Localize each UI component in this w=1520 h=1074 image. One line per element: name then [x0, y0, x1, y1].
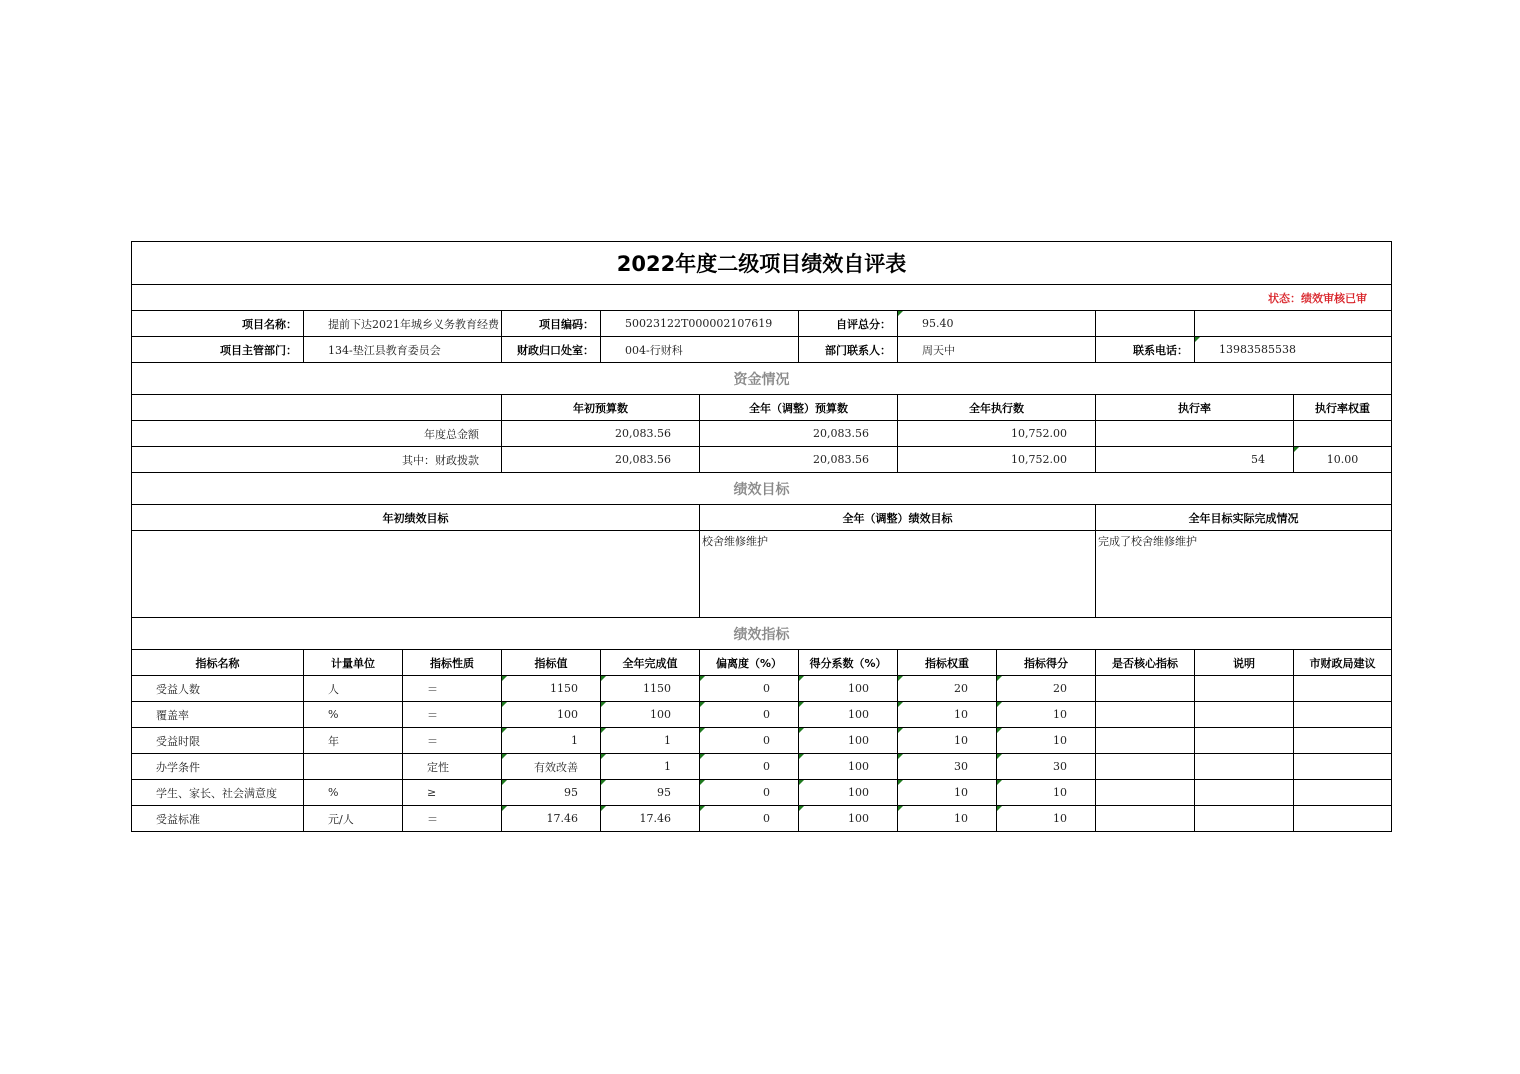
indicator-done: 17.46 [601, 806, 700, 832]
indicator-core [1096, 780, 1195, 806]
indicator-done: 1 [601, 728, 700, 754]
indicator-core [1096, 806, 1195, 832]
indicator-score: 10 [997, 702, 1096, 728]
indicator-name: 受益时限 [132, 728, 304, 754]
goals-header: 全年（调整）绩效目标 [700, 505, 1096, 531]
indicator-header: 说明 [1195, 650, 1294, 676]
indicator-deviation: 0 [700, 806, 799, 832]
indicator-core [1096, 754, 1195, 780]
score-value: 95.40 [898, 311, 1096, 337]
table-row [132, 702, 1392, 728]
funds-header: 执行率 [1096, 395, 1294, 421]
empty-cell [1195, 311, 1392, 337]
indicator-header: 指标权重 [898, 650, 997, 676]
table-row [132, 806, 1392, 832]
table-row [132, 728, 1392, 754]
funds-header: 全年执行数 [898, 395, 1096, 421]
status-badge: 状态：绩效审核已审 [132, 285, 1392, 311]
indicator-weight: 30 [898, 754, 997, 780]
table-row [132, 780, 1392, 806]
dept-label: 项目主管部门： [132, 337, 304, 363]
indicator-name: 受益标准 [132, 806, 304, 832]
funds-row-label: 年度总金额 [132, 421, 502, 447]
project-name-value: 提前下达2021年城乡义务教育经费 [304, 311, 502, 337]
indicator-core [1096, 676, 1195, 702]
project-name-label: 项目名称： [132, 311, 304, 337]
indicator-header: 是否核心指标 [1096, 650, 1195, 676]
indicator-header: 指标性质 [403, 650, 502, 676]
indicator-deviation: 0 [700, 676, 799, 702]
section-indicators-title: 绩效指标 [132, 618, 1392, 650]
funds-header: 执行率权重 [1294, 395, 1392, 421]
indicator-advice [1294, 780, 1392, 806]
indicator-target: 1 [502, 728, 601, 754]
indicator-deviation: 0 [700, 754, 799, 780]
indicator-target: 95 [502, 780, 601, 806]
indicator-unit: 元/人 [304, 806, 403, 832]
indicator-name: 学生、家长、社会满意度 [132, 780, 304, 806]
indicator-weight: 10 [898, 806, 997, 832]
indicator-nature: ＝ [403, 806, 502, 832]
indicator-advice [1294, 728, 1392, 754]
indicator-target: 1150 [502, 676, 601, 702]
indicator-score: 10 [997, 806, 1096, 832]
indicator-deviation: 0 [700, 702, 799, 728]
indicator-weight: 20 [898, 676, 997, 702]
indicator-unit: 年 [304, 728, 403, 754]
indicator-header: 计量单位 [304, 650, 403, 676]
contact-label: 部门联系人： [799, 337, 898, 363]
indicator-core [1096, 702, 1195, 728]
indicator-note [1195, 780, 1294, 806]
office-label: 财政归口处室： [502, 337, 601, 363]
table-row [132, 754, 1392, 780]
goal-adjusted: 校舍维修维护 [700, 531, 1096, 618]
funds-row-label: 其中：财政拨款 [132, 447, 502, 473]
office-value: 004-行财科 [601, 337, 799, 363]
indicator-advice [1294, 676, 1392, 702]
project-code-label: 项目编码： [502, 311, 601, 337]
indicator-nature: ＝ [403, 702, 502, 728]
indicator-unit: 人 [304, 676, 403, 702]
indicator-unit: % [304, 780, 403, 806]
indicator-header: 指标名称 [132, 650, 304, 676]
indicator-deviation: 0 [700, 780, 799, 806]
section-funds-title: 资金情况 [132, 363, 1392, 395]
indicator-coefficient: 100 [799, 780, 898, 806]
indicator-score: 10 [997, 780, 1096, 806]
indicator-target: 17.46 [502, 806, 601, 832]
indicator-weight: 10 [898, 728, 997, 754]
funds-rate: 54 [1096, 447, 1294, 473]
indicator-coefficient: 100 [799, 728, 898, 754]
indicator-done: 1150 [601, 676, 700, 702]
indicator-name: 受益人数 [132, 676, 304, 702]
indicator-header: 市财政局建议 [1294, 650, 1392, 676]
goal-initial [132, 531, 700, 618]
indicator-header: 指标值 [502, 650, 601, 676]
indicator-name: 办学条件 [132, 754, 304, 780]
funds-executed: 10,752.00 [898, 447, 1096, 473]
indicator-done: 1 [601, 754, 700, 780]
indicator-score: 30 [997, 754, 1096, 780]
indicator-coefficient: 100 [799, 702, 898, 728]
funds-header: 全年（调整）预算数 [700, 395, 898, 421]
table-row [132, 421, 1392, 447]
indicator-target: 有效改善 [502, 754, 601, 780]
indicator-done: 100 [601, 702, 700, 728]
funds-adjusted: 20,083.56 [700, 447, 898, 473]
score-label: 自评总分： [799, 311, 898, 337]
phone-label: 联系电话： [1096, 337, 1195, 363]
indicator-weight: 10 [898, 780, 997, 806]
indicator-note [1195, 806, 1294, 832]
indicator-advice [1294, 806, 1392, 832]
indicator-coefficient: 100 [799, 676, 898, 702]
section-goals-title: 绩效目标 [132, 473, 1392, 505]
indicator-core [1096, 728, 1195, 754]
indicator-score: 10 [997, 728, 1096, 754]
funds-header: 年初预算数 [502, 395, 700, 421]
indicator-header: 全年完成值 [601, 650, 700, 676]
indicator-nature: ≥ [403, 780, 502, 806]
indicator-coefficient: 100 [799, 754, 898, 780]
indicator-score: 20 [997, 676, 1096, 702]
funds-adjusted: 20,083.56 [700, 421, 898, 447]
page-title: 2022年度二级项目绩效自评表 [132, 242, 1392, 285]
indicator-header: 指标得分 [997, 650, 1096, 676]
self-evaluation-table [131, 241, 1392, 832]
table-row [132, 447, 1392, 473]
indicator-target: 100 [502, 702, 601, 728]
indicator-nature: ＝ [403, 728, 502, 754]
indicator-rows [132, 676, 1392, 832]
empty-cell [1096, 311, 1195, 337]
indicator-note [1195, 754, 1294, 780]
phone-value: 13983585538 [1195, 337, 1392, 363]
empty-cell [132, 395, 502, 421]
indicator-nature: 定性 [403, 754, 502, 780]
funds-weight [1294, 421, 1392, 447]
indicator-note [1195, 702, 1294, 728]
indicator-coefficient: 100 [799, 806, 898, 832]
indicator-done: 95 [601, 780, 700, 806]
goals-header: 年初绩效目标 [132, 505, 700, 531]
indicator-unit [304, 754, 403, 780]
indicator-header: 偏离度（%） [700, 650, 799, 676]
funds-initial: 20,083.56 [502, 421, 700, 447]
funds-executed: 10,752.00 [898, 421, 1096, 447]
funds-initial: 20,083.56 [502, 447, 700, 473]
goals-header: 全年目标实际完成情况 [1096, 505, 1392, 531]
indicator-deviation: 0 [700, 728, 799, 754]
indicator-weight: 10 [898, 702, 997, 728]
funds-rate [1096, 421, 1294, 447]
indicator-unit: % [304, 702, 403, 728]
contact-value: 周天中 [898, 337, 1096, 363]
funds-weight: 10.00 [1294, 447, 1392, 473]
indicator-note [1195, 728, 1294, 754]
indicator-advice [1294, 702, 1392, 728]
goal-actual: 完成了校舍维修维护 [1096, 531, 1392, 618]
indicator-note [1195, 676, 1294, 702]
dept-value: 134-垫江县教育委员会 [304, 337, 502, 363]
indicator-advice [1294, 754, 1392, 780]
indicator-header: 得分系数（%） [799, 650, 898, 676]
indicator-name: 覆盖率 [132, 702, 304, 728]
project-code-value: 50023122T000002107619 [601, 311, 799, 337]
indicator-nature: ＝ [403, 676, 502, 702]
table-row [132, 676, 1392, 702]
